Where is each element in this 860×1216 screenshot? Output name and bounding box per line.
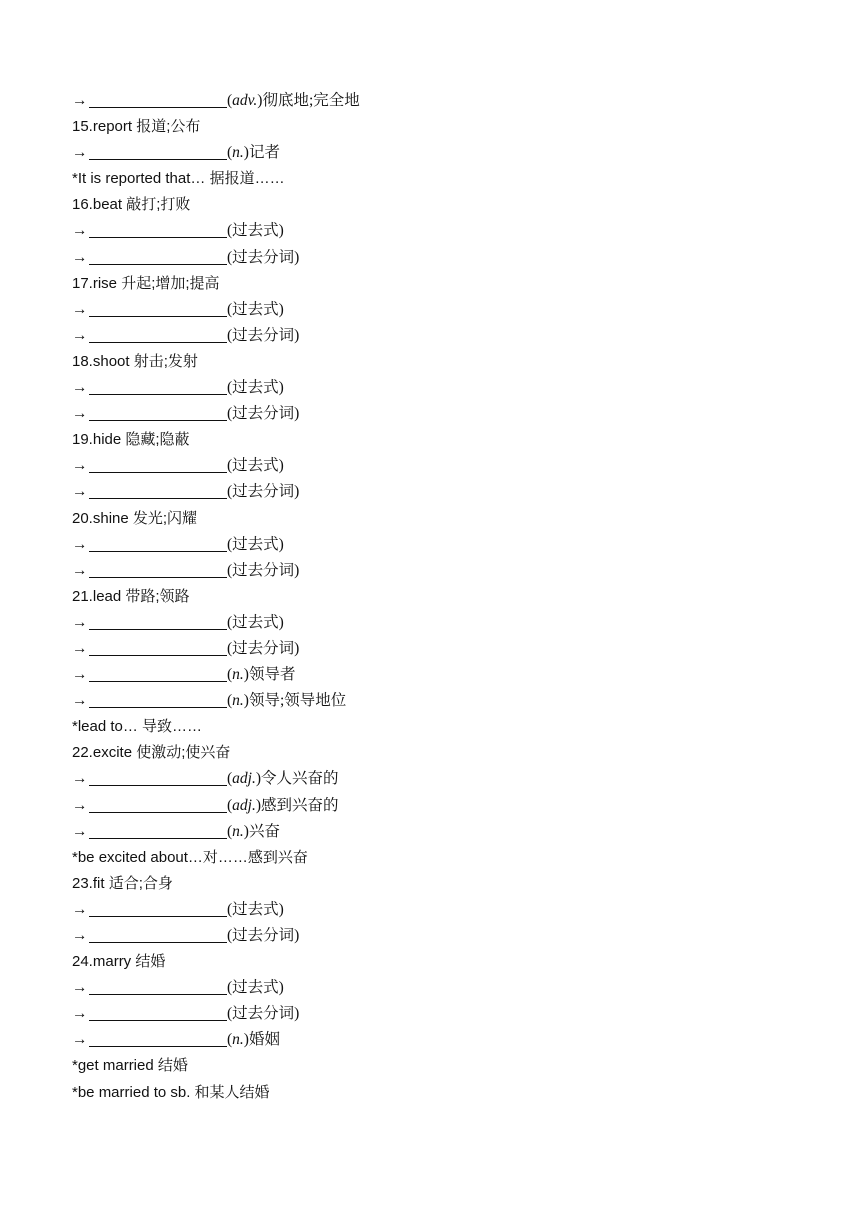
answer-meaning: 兴奋 (248, 822, 280, 840)
entry-word: rise (92, 274, 118, 292)
form-hint: (过去式) (227, 979, 284, 997)
form-hint: (过去分词) (227, 248, 300, 266)
answer-blank[interactable] (89, 1003, 227, 1021)
answer-meaning: 感到兴奋的 (261, 796, 339, 814)
answer-blank[interactable] (89, 455, 227, 473)
answer-blank[interactable] (89, 247, 227, 265)
arrow-icon: → (72, 483, 88, 501)
usage-note-text: *lead to… 导致…… (72, 718, 203, 736)
word-entry-heading (72, 349, 832, 375)
answer-blank[interactable] (89, 638, 227, 656)
arrow-icon: → (72, 1031, 88, 1049)
form-hint: (过去分词) (227, 927, 300, 944)
usage-note (72, 1053, 832, 1079)
form-hint: (过去式) (227, 457, 284, 475)
answer-blank[interactable] (89, 534, 227, 552)
arrow-icon: → (72, 822, 88, 840)
form-hint: (过去分词) (227, 483, 300, 501)
word-entry-heading (72, 871, 832, 897)
answer-blank[interactable] (89, 768, 227, 786)
answer-line (72, 453, 832, 479)
form-hint: (过去分词) (227, 561, 300, 579)
word-entry-heading (72, 271, 832, 297)
form-hint: (过去分词) (227, 326, 300, 344)
word-entry-heading (72, 427, 832, 453)
word-entry-heading (72, 584, 832, 610)
form-hint: (过去分词) (227, 1005, 300, 1023)
entry-meaning: 射击;发射 (133, 352, 198, 370)
answer-line (72, 636, 832, 662)
entry-word: shine (92, 509, 129, 527)
answer-line (72, 297, 832, 323)
word-entry-heading (72, 114, 832, 140)
form-hint: (过去式) (227, 379, 284, 397)
arrow-icon: → (72, 457, 88, 475)
answer-meaning: 领导者 (248, 666, 296, 684)
entry-word: fit (92, 874, 105, 892)
answer-line (72, 401, 832, 427)
answer-blank[interactable] (89, 90, 227, 108)
answer-line (72, 218, 832, 244)
arrow-icon: → (72, 770, 88, 788)
answer-meaning: 彻底地;完全地 (262, 92, 360, 109)
entry-meaning: 适合;合身 (108, 874, 173, 892)
answer-blank[interactable] (89, 1029, 227, 1047)
usage-note (72, 166, 832, 192)
arrow-icon: → (72, 613, 88, 631)
arrow-icon: → (72, 379, 88, 397)
answer-blank[interactable] (89, 821, 227, 839)
usage-note-text: *be married to sb. 和某人结婚 (72, 1083, 270, 1101)
entry-word: beat (92, 196, 123, 214)
part-of-speech: n. (232, 822, 244, 840)
usage-note-text: *It is reported that… 据报道…… (72, 170, 285, 188)
arrow-icon: → (72, 248, 88, 266)
form-hint: (过去式) (227, 535, 284, 553)
answer-blank[interactable] (89, 925, 227, 943)
answer-blank[interactable] (89, 220, 227, 238)
answer-line (72, 532, 832, 558)
answer-line (72, 975, 832, 1001)
answer-blank[interactable] (89, 899, 227, 917)
entry-number: 18. (72, 352, 93, 370)
entry-meaning: 带路;领路 (125, 587, 190, 605)
word-entry-heading (72, 740, 832, 766)
answer-meaning: 婚姻 (248, 1031, 280, 1049)
usage-note-text: *be excited about…对……感到兴奋 (72, 848, 308, 866)
arrow-icon: → (72, 405, 88, 423)
entry-word: excite (92, 744, 133, 762)
answer-meaning: 令人兴奋的 (261, 770, 339, 788)
entry-word: shoot (92, 352, 130, 370)
part-of-speech: adv. (232, 92, 258, 109)
usage-note-text: *get married 结婚 (72, 1057, 188, 1075)
arrow-icon: → (72, 1005, 88, 1023)
entry-number: 21. (72, 587, 93, 605)
word-entry-heading (72, 192, 832, 218)
part-of-speech: n. (232, 144, 244, 162)
entry-number: 22. (72, 744, 93, 762)
arrow-icon: → (72, 222, 88, 240)
part-of-speech: adj. (232, 796, 256, 814)
entry-meaning: 敲打;打败 (126, 196, 191, 214)
entry-word: hide (92, 431, 122, 449)
entry-number: 19. (72, 431, 93, 449)
part-of-speech: n. (232, 692, 244, 710)
part-of-speech: adj. (232, 770, 256, 788)
arrow-icon: → (72, 666, 88, 684)
form-hint: (过去式) (227, 900, 284, 918)
part-of-speech: n. (232, 1031, 244, 1049)
vocabulary-worksheet (72, 88, 832, 1106)
answer-blank[interactable] (89, 560, 227, 578)
form-hint: (过去式) (227, 222, 284, 240)
answer-line: → (adv.)彻底地;完全地 (72, 88, 832, 114)
answer-blank[interactable] (89, 977, 227, 995)
answer-blank[interactable] (89, 403, 227, 421)
answer-blank[interactable] (89, 481, 227, 499)
answer-line (72, 610, 832, 636)
entry-number: 15. (72, 118, 93, 136)
arrow-icon: → (72, 692, 88, 710)
entry-meaning: 报道;公布 (136, 118, 201, 136)
answer-line: → (n.)兴奋 (72, 819, 832, 845)
answer-blank[interactable] (89, 612, 227, 630)
answer-line: → (n.)记者 (72, 140, 832, 166)
usage-note (72, 714, 832, 740)
usage-note (72, 1080, 832, 1106)
entry-meaning: 升起;增加;提高 (121, 274, 220, 292)
part-of-speech: n. (232, 666, 244, 684)
entry-word: report (92, 118, 133, 136)
answer-line (72, 323, 832, 349)
answer-line: → (adj.)令人兴奋的 (72, 766, 832, 792)
entry-meaning: 结婚 (135, 953, 166, 971)
answer-line (72, 479, 832, 505)
form-hint: (过去分词) (227, 405, 300, 423)
entry-meaning: 隐藏;隐蔽 (125, 431, 190, 449)
arrow-icon: → (72, 927, 88, 944)
word-entry-heading (72, 949, 832, 975)
answer-blank[interactable] (89, 377, 227, 395)
arrow-icon: → (72, 326, 88, 344)
answer-line (72, 558, 832, 584)
entry-word: marry (92, 953, 132, 971)
answer-line (72, 245, 832, 271)
answer-blank[interactable] (89, 299, 227, 317)
arrow-icon: → (72, 639, 88, 657)
entry-number: 17. (72, 274, 93, 292)
usage-note (72, 845, 832, 871)
form-hint: (过去式) (227, 300, 284, 318)
answer-blank[interactable] (89, 795, 227, 813)
answer-line (72, 375, 832, 401)
arrow-icon: → (72, 92, 88, 109)
answer-line (72, 897, 832, 923)
arrow-icon: → (72, 144, 88, 162)
entry-number: 24. (72, 953, 93, 971)
entry-number: 20. (72, 509, 93, 527)
arrow-icon: → (72, 561, 88, 579)
form-hint: (过去分词) (227, 639, 300, 657)
answer-line: → (n.)婚姻 (72, 1027, 832, 1053)
entry-meaning: 使激动;使兴奋 (136, 744, 231, 762)
answer-meaning: 记者 (248, 144, 280, 162)
answer-line (72, 923, 832, 949)
answer-line (72, 1001, 832, 1027)
answer-blank[interactable] (89, 690, 227, 708)
answer-line: → (adj.)感到兴奋的 (72, 793, 832, 819)
answer-line: → (n.)领导者 (72, 662, 832, 688)
arrow-icon: → (72, 979, 88, 997)
entry-number: 16. (72, 196, 93, 214)
entry-word: lead (92, 587, 122, 605)
answer-line: → (n.)领导;领导地位 (72, 688, 832, 714)
answer-blank[interactable] (89, 325, 227, 343)
answer-blank[interactable] (89, 664, 227, 682)
arrow-icon: → (72, 300, 88, 318)
arrow-icon: → (72, 535, 88, 553)
answer-blank[interactable] (89, 142, 227, 160)
arrow-icon: → (72, 796, 88, 814)
word-entry-heading (72, 506, 832, 532)
entry-meaning: 发光;闪耀 (132, 509, 198, 527)
arrow-icon: → (72, 900, 88, 918)
entry-number: 23. (72, 874, 93, 892)
form-hint: (过去式) (227, 613, 284, 631)
answer-meaning: 领导;领导地位 (248, 692, 347, 710)
